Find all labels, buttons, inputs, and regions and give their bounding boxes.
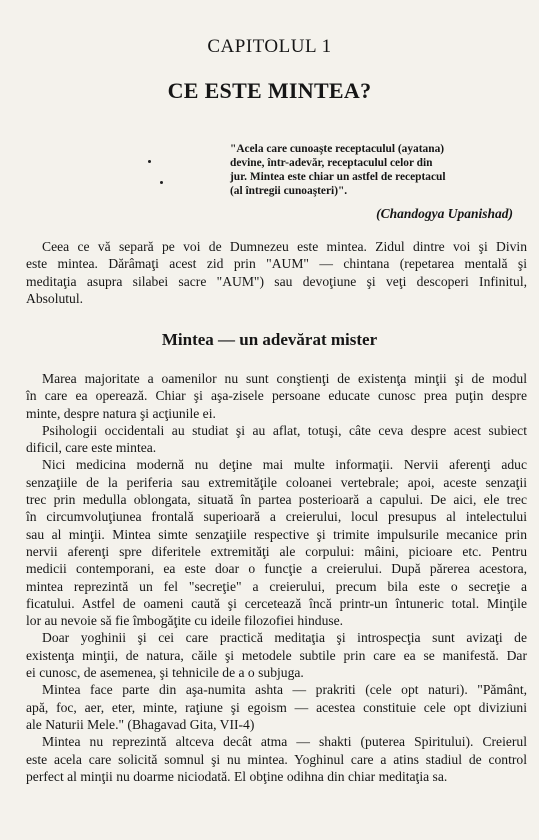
chapter-title: CE ESTE MINTEA?	[167, 78, 372, 103]
text-line: minte, despre natura şi acţiunile ei.	[26, 405, 216, 421]
text-line: perfect al minţii nu doarme niciodată. El obţine odihna din chiar meditaţia sa.	[26, 768, 448, 784]
text-line: ei cunosc, de asemenea, şi tehnicile de a o subjuga.	[26, 665, 304, 681]
paragraph	[26, 681, 527, 733]
text-line: apă, foc, aer, eter, minte, raţiune şi egoism — acestea constituie cele opt diviziuni	[26, 699, 527, 715]
text-line: ale Naturii Mele." (Bhagavad Gita, VII-4)	[26, 716, 255, 732]
epigraph-source: (Chandogya Upanishad)	[376, 206, 513, 221]
text-line: Psihologii occidentali au studiat şi au aflat, totuşi, câte ceva despre acest subiect	[42, 422, 527, 438]
paragraph	[26, 370, 527, 422]
text-line: Ceea ce vă separă pe voi de Dumnezeu este mintea. Zidul dintre voi şi Divin	[42, 239, 527, 254]
text-line: dificil, care este mintea.	[26, 440, 157, 456]
epigraph-line: jur. Mintea este chiar un astfel de receptacul	[230, 171, 446, 183]
section-heading: Mintea — un adevărat mister	[161, 330, 378, 349]
text-line: nervii aferenţi spre diferitele extremităţi ale corpului: mâini, picioare etc. Pentru	[26, 543, 527, 559]
text-line: Mintea nu reprezintă altceva decât atma — shakti (puterea Spiritului). Creierul	[42, 734, 527, 750]
text-line: medicii contemporani, ea este doar o funcţie a creierului. După părerea acestora,	[26, 561, 527, 577]
text-line: Mintea face parte din aşa-numita ashta — prakriti (cele opt naturi). "Pământ,	[42, 682, 527, 698]
text-line: este acela care solicită somnul şi nu mintea. Yoghinul care a atins stadiul de control	[26, 751, 527, 767]
chapter-heading: CAPITOLUL 1	[207, 36, 332, 57]
text-line: senzaţiile de la periferia sau extremităţile coloanei vertebrale; apoi, aceste senzaţii	[26, 474, 527, 490]
text-line: Doar yoghinii şi cei care practică meditaţia şi introspecţia sunt avizaţi de	[42, 630, 527, 646]
epigraph-line: (al întregii cunoaşteri)".	[230, 185, 348, 197]
epigraph-line: "Acela care cunoaşte receptaculul (ayatana)	[230, 143, 445, 155]
paragraph	[26, 422, 527, 457]
text-line: în circumvoluţiunea frontală superioară a creierului, locul presupus al intelectului	[26, 509, 527, 525]
text-line: existenţa minţii, de natura, căile şi metodele subtile prin care ea se manifestă. Dar	[26, 647, 527, 663]
text-line: sau al minţii. Mintea simte senzaţiile respective şi trimite impulsurile mecanice prin	[26, 526, 527, 542]
text-line: lor au nevoie să fie îmbogăţite cu ideile filozofiei hinduse.	[26, 613, 344, 629]
text-line: ficatului. Astfel de oameni caută şi cercetează încă printr-un întuneric total. Minţile	[26, 595, 527, 611]
paragraph	[26, 456, 527, 629]
body-text	[26, 370, 527, 785]
text-line: Marea majoritate a oamenilor nu sunt conştienţi de existenţa minţii şi de modul	[42, 371, 527, 386]
text-line: trec prin medulla oblongata, situată în partea posterioară a capului. De aici, ele trec	[26, 492, 527, 508]
epigraph-line: devine, într-adevăr, receptaculul celor din	[230, 157, 433, 169]
text-line: Absolutul.	[26, 290, 84, 306]
text-line: Nici medicina modernă nu deţine mai multe informaţii. Nervii aferenţi aduc	[42, 457, 527, 473]
text-line: este mintea. Dărâmaţi acest zid prin "AUM" — chintana (repetarea mentală şi	[26, 256, 527, 272]
text-line: mintea reprezintă un fel "secreţie" a creierului, precum bila este o secreţie a	[26, 578, 527, 594]
paragraph	[26, 733, 527, 785]
paragraph	[26, 629, 527, 681]
print-speck	[160, 181, 163, 184]
epigraph	[230, 142, 526, 198]
intro-paragraph	[26, 238, 527, 307]
text-line: meditaţia asupra silabei sacre "AUM") sau devoţiune şi veţi descoperi Infinitul,	[26, 273, 527, 289]
text-line: în care ea operează. Chiar şi aşa-zisele persoane educate cunosc prea puţin despre	[26, 388, 527, 404]
print-speck	[148, 160, 151, 163]
